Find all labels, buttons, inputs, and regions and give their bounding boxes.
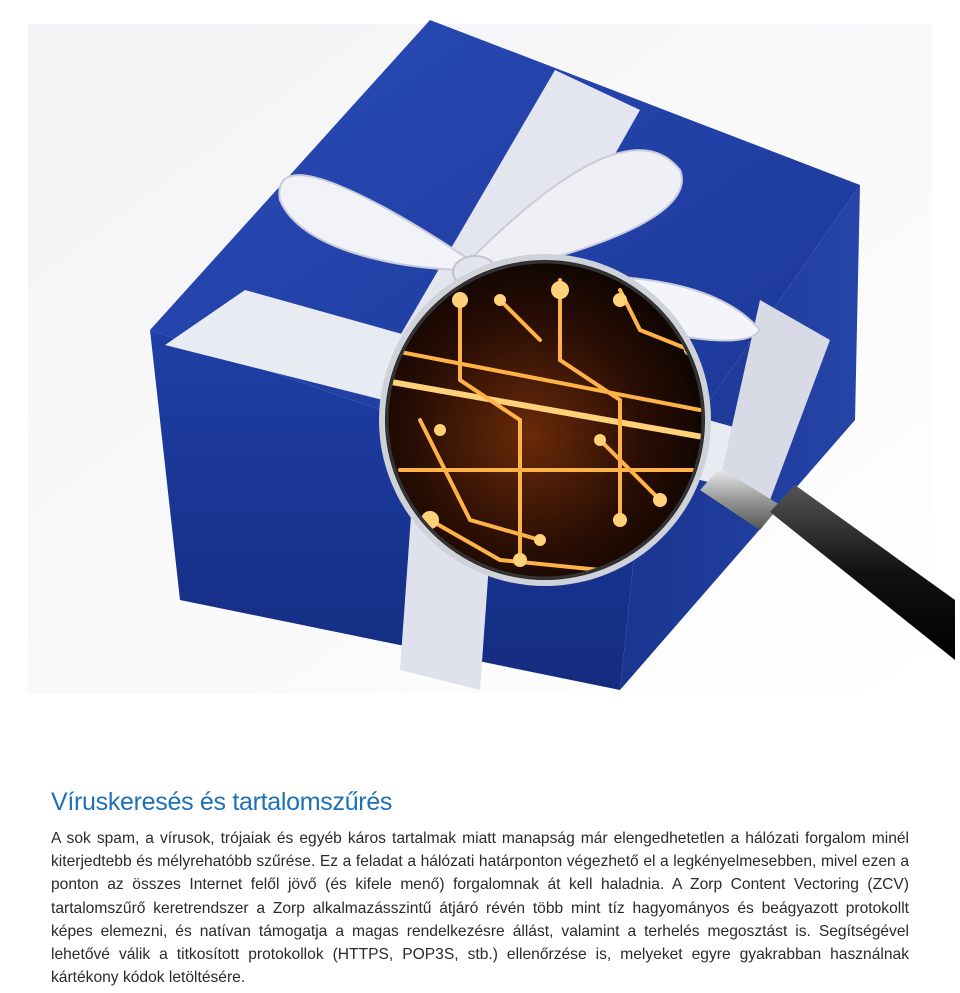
article-paragraph: A sok spam, a vírusok, trójaiak és egyéb káros tartalmak miatt manapság már elengedhetetlen a hálózati forgalom minél kiterjedtebb és mélyrehatóbb szűrése. Ez a feladat a hálózati határponton végezhető el a legkényelmesebben, mivel ezen a ponton az összes Internet felől jövő (és kifele menő) forgalomnak át kell haladnia. A Zorp Content Vectoring (ZCV) tartalomszűrő keretrendszer a Zorp alkalmazásszintű átjáró révén több mint tíz hagyományos és beágyazott protokollt képes elemezni, és natívan támogatja a magas rendelkezésre állást, valamint a terhelés megosztást is. Segítségével lehetővé válik a titkosított protokollok (HTTPS, POP3S, stb.) ellenőrzése is, melyeket egyre gyakrabban használnak kártékony kódok letöltésére. [51,830,909,987]
article [51,788,909,989]
article-title: Víruskeresés és tartalomszűrés [51,788,393,816]
